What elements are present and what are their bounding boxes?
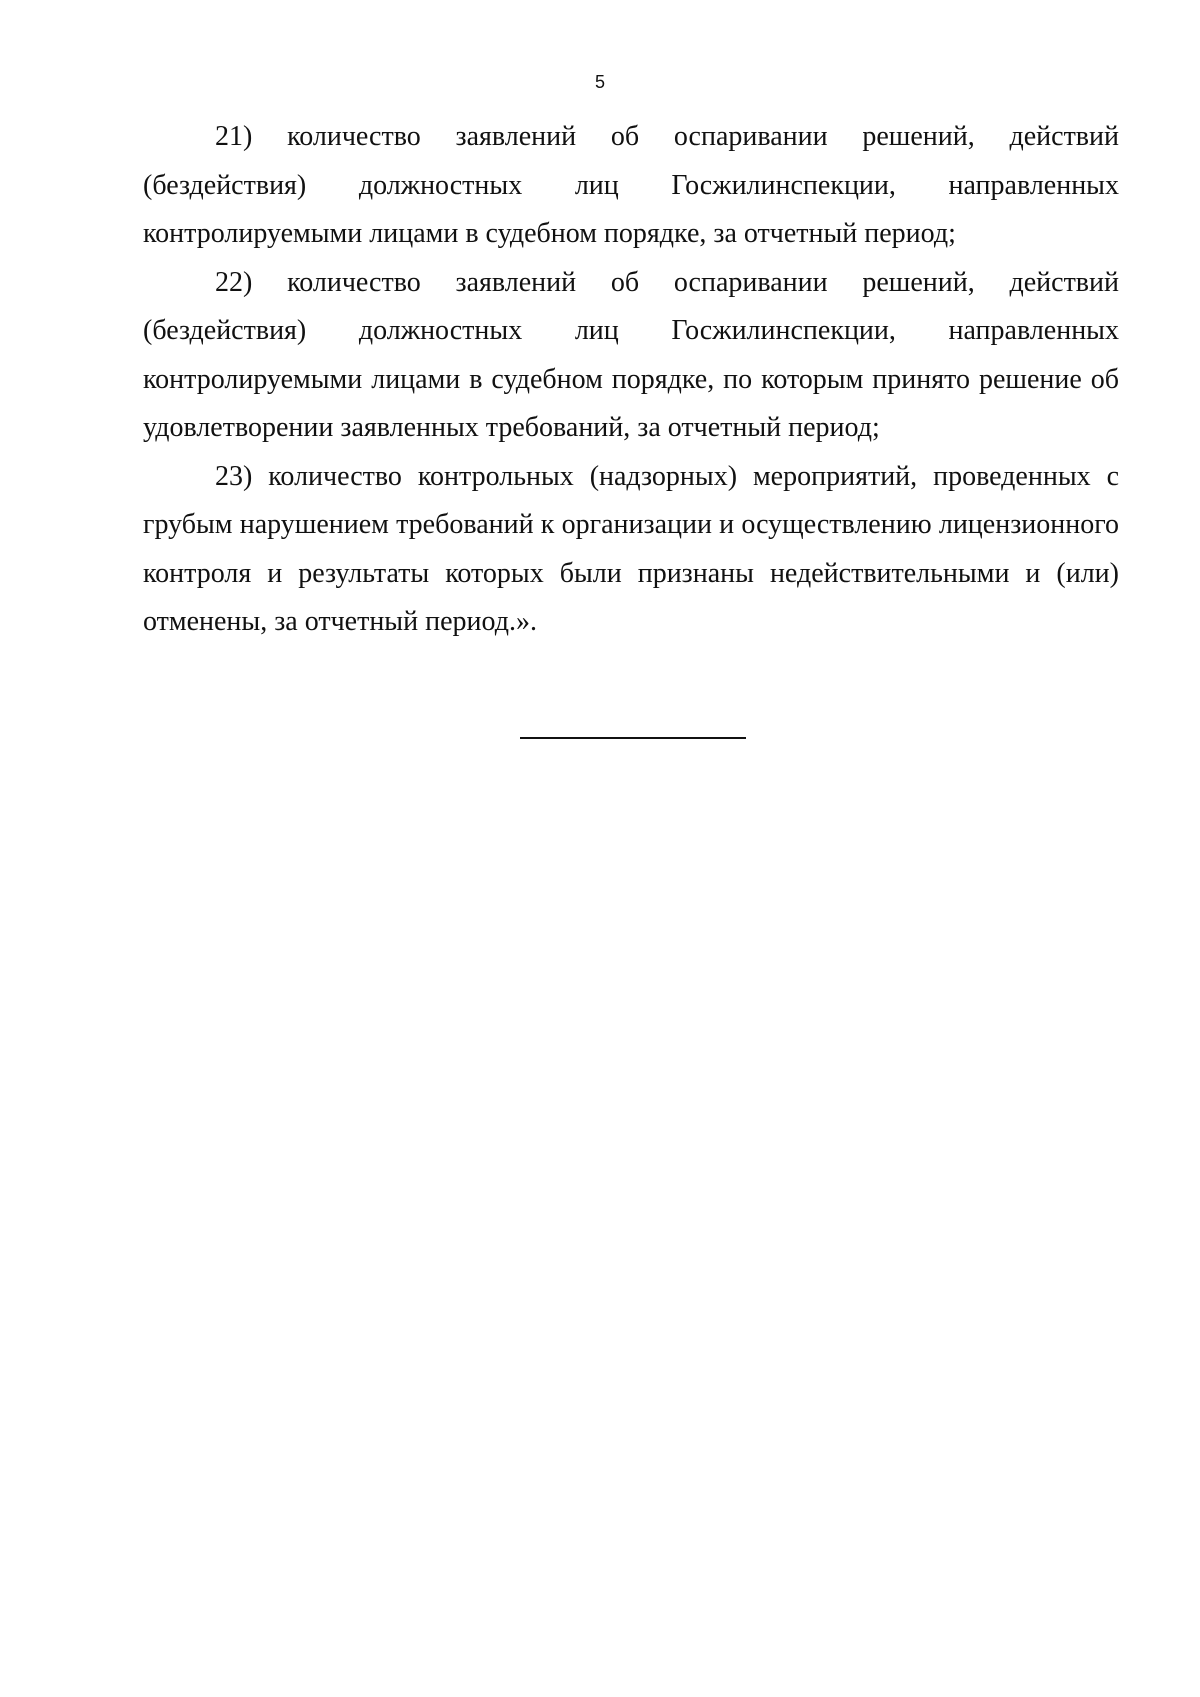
- list-item-21: 21) количество заявлений об оспаривании решений, действий (бездействия) должностных лиц Госжилинспекции, направленных контролируемыми лицами в судебном порядке, за отчетный период;: [143, 121, 1119, 249]
- list-item-23: 23) количество контрольных (надзорных) мероприятий, проведенных с грубым нарушением требований к организации и осуществлению лицензионного контроля и результаты которых были признаны недействительными и (или) отменены, за отчетный период.».: [143, 460, 1119, 637]
- list-item-22: 22) количество заявлений об оспаривании решений, действий (бездействия) должностных лиц Госжилинспекции, направленных контролируемыми лицами в судебном порядке, по которым принято решение об удовлетворении заявленных требований, за отчетный период;: [143, 266, 1119, 443]
- end-of-document-rule: [520, 737, 746, 739]
- document-body: [143, 113, 1119, 647]
- page-number: 5: [594, 72, 605, 92]
